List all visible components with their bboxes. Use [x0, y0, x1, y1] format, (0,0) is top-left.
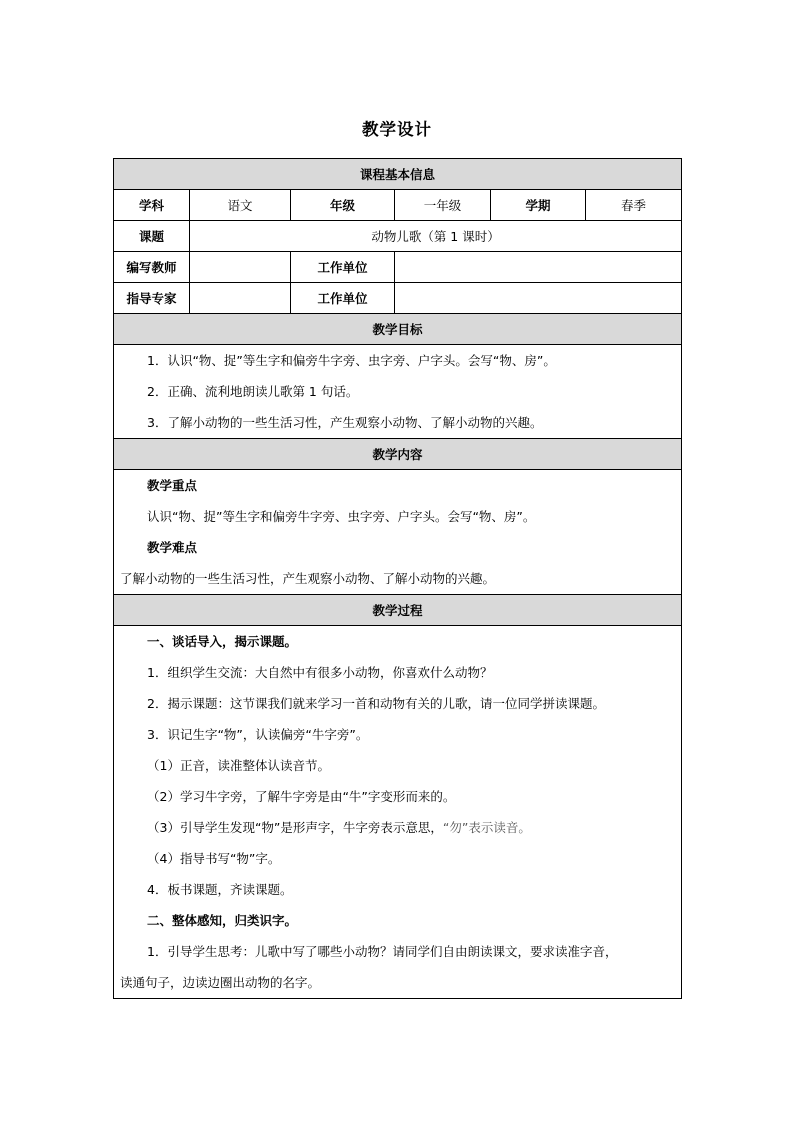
lesson-plan-table	[113, 158, 682, 999]
goal-item: 1．认识“物、捉”等生字和偏旁牛字旁、虫字旁、户字头。会写“物、房”。	[147, 353, 556, 368]
process-substep-tail: “勿”表示读音。	[442, 820, 531, 835]
process-step: 1．组织学生交流：大自然中有很多小动物，你喜欢什么动物？	[147, 665, 493, 680]
focus-label: 教学重点	[147, 478, 198, 493]
difficulty-label: 教学难点	[147, 540, 198, 555]
term-value: 春季	[586, 190, 682, 221]
topic-row	[114, 221, 682, 252]
grade-label: 年级	[291, 190, 395, 221]
process-step: 2．揭示课题：这节课我们就来学习一首和动物有关的儿歌，请一位同学拼读课题。	[147, 696, 605, 711]
grade-value: 一年级	[395, 190, 491, 221]
goal-item: 2．正确、流利地朗读儿歌第 1 句话。	[147, 384, 359, 399]
document-title: 教学设计	[362, 120, 432, 139]
unit2-label: 工作单位	[291, 283, 395, 314]
goal-item: 3．了解小动物的一些生活习性，产生观察小动物、了解小动物的兴趣。	[147, 415, 543, 430]
teacher-value	[190, 252, 291, 283]
teacher-row	[114, 252, 682, 283]
subject-value: 语文	[190, 190, 291, 221]
basic-info-header: 课程基本信息	[114, 159, 682, 190]
goals-header: 教学目标	[114, 314, 682, 345]
process-block	[114, 626, 682, 999]
teacher-label: 编写教师	[114, 252, 190, 283]
process-substep-text: （3）引导学生发现“物”是形声字，牛字旁表示意思，	[147, 820, 443, 835]
content-block	[114, 470, 682, 595]
subject-label: 学科	[114, 190, 190, 221]
process-step: 1．引导学生思考：儿歌中写了哪些小动物？请同学们自由朗读课文，要求读准字音，	[147, 944, 618, 959]
process-substep: （4）指导书写“物”字。	[147, 851, 281, 866]
goals-block	[114, 345, 682, 439]
expert-row	[114, 283, 682, 314]
focus-text: 认识“物、捉”等生字和偏旁牛字旁、虫字旁、户字头。会写“物、房”。	[147, 509, 536, 524]
expert-label: 指导专家	[114, 283, 190, 314]
process-step-continued: 读通句子，边读边圈出动物的名字。	[120, 975, 321, 990]
process-header: 教学过程	[114, 595, 682, 626]
process-substep	[120, 812, 677, 843]
term-label: 学期	[491, 190, 586, 221]
process-section-heading: 二、整体感知，归类识字。	[147, 913, 298, 928]
process-step: 3．识记生字“物”，认读偏旁“牛字旁”。	[147, 727, 369, 742]
unit-label: 工作单位	[291, 252, 395, 283]
unit-value	[395, 252, 682, 283]
content-header: 教学内容	[114, 439, 682, 470]
expert-value	[190, 283, 291, 314]
process-substep: （2）学习牛字旁，了解牛字旁是由“牛”字变形而来的。	[147, 789, 456, 804]
topic-label: 课题	[114, 221, 190, 252]
difficulty-text: 了解小动物的一些生活习性，产生观察小动物、了解小动物的兴趣。	[120, 571, 496, 586]
unit2-value	[395, 283, 682, 314]
subject-row	[114, 190, 682, 221]
process-step: 4．板书课题，齐读课题。	[147, 882, 293, 897]
topic-value: 动物儿歌（第 1 课时）	[190, 221, 682, 252]
process-substep: （1）正音，读准整体认读音节。	[147, 758, 330, 773]
process-section-heading: 一、谈话导入，揭示课题。	[147, 634, 298, 649]
